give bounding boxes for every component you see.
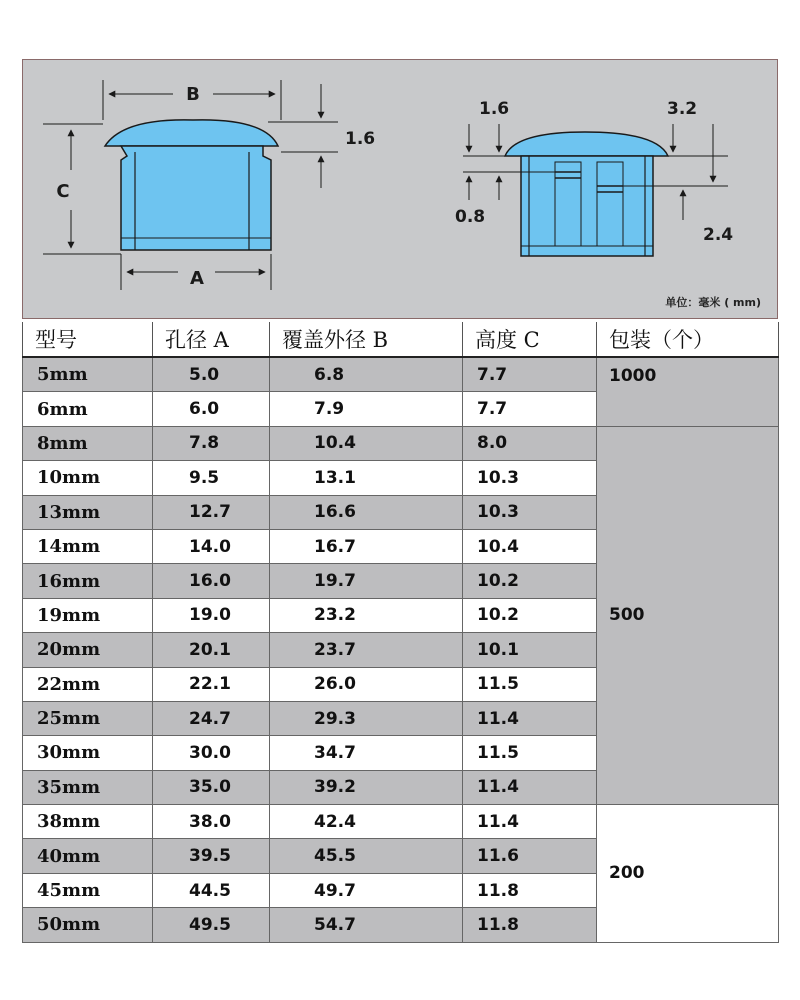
- height-c-cell: 11.6: [463, 839, 597, 873]
- header-cover-b: 覆盖外径 B: [270, 322, 463, 357]
- hole-a-cell: 38.0: [153, 805, 270, 839]
- model-cell: 16mm: [23, 564, 153, 598]
- cover-b-cell: 49.7: [270, 873, 463, 907]
- height-c-cell: 11.8: [463, 908, 597, 942]
- model-cell: 38mm: [23, 805, 153, 839]
- section-view-drawing: [455, 99, 733, 256]
- cover-b-cell: 19.7: [270, 564, 463, 598]
- packaging-cell: 500: [597, 426, 779, 804]
- table-body: [23, 357, 779, 942]
- height-c-cell: 11.4: [463, 701, 597, 735]
- hole-a-cell: 19.0: [153, 598, 270, 632]
- cover-b-cell: 6.8: [270, 357, 463, 392]
- plug-drawings: [23, 60, 779, 320]
- height-c-cell: 10.1: [463, 633, 597, 667]
- dim-right-top-right: 3.2: [667, 99, 698, 119]
- model-cell: 35mm: [23, 770, 153, 804]
- cover-b-cell: 16.7: [270, 529, 463, 563]
- model-cell: 14mm: [23, 529, 153, 563]
- header-height-c: 高度 C: [463, 322, 597, 357]
- dim-c-label: C: [56, 181, 70, 202]
- hole-a-cell: 24.7: [153, 701, 270, 735]
- hole-a-cell: 5.0: [153, 357, 270, 392]
- model-cell: 10mm: [23, 461, 153, 495]
- height-c-cell: 10.3: [463, 495, 597, 529]
- hole-a-cell: 14.0: [153, 529, 270, 563]
- model-cell: 45mm: [23, 873, 153, 907]
- height-c-cell: 11.5: [463, 736, 597, 770]
- hole-a-cell: 49.5: [153, 908, 270, 942]
- table-header-row: [23, 322, 779, 357]
- height-c-cell: 11.5: [463, 667, 597, 701]
- cover-b-cell: 45.5: [270, 839, 463, 873]
- header-model: 型号: [23, 322, 153, 357]
- height-c-cell: 10.2: [463, 598, 597, 632]
- cover-b-cell: 39.2: [270, 770, 463, 804]
- cover-b-cell: 23.7: [270, 633, 463, 667]
- height-c-cell: 10.2: [463, 564, 597, 598]
- height-c-cell: 11.8: [463, 873, 597, 907]
- hole-a-cell: 35.0: [153, 770, 270, 804]
- header-hole-a: 孔径 A: [153, 322, 270, 357]
- dim-right-mid-right: 2.4: [703, 225, 734, 245]
- packaging-cell: 1000: [597, 357, 779, 426]
- model-cell: 19mm: [23, 598, 153, 632]
- hole-a-cell: 6.0: [153, 392, 270, 426]
- dim-right-mid-left: 0.8: [455, 207, 486, 227]
- model-cell: 5mm: [23, 357, 153, 392]
- cover-b-cell: 23.2: [270, 598, 463, 632]
- height-c-cell: 7.7: [463, 357, 597, 392]
- model-cell: 13mm: [23, 495, 153, 529]
- model-cell: 20mm: [23, 633, 153, 667]
- cover-b-cell: 34.7: [270, 736, 463, 770]
- table-row: [23, 357, 779, 392]
- hole-a-cell: 7.8: [153, 426, 270, 460]
- model-cell: 50mm: [23, 908, 153, 942]
- dim-b-label: B: [186, 84, 200, 105]
- table-row: [23, 426, 779, 460]
- hole-a-cell: 39.5: [153, 839, 270, 873]
- spec-table: [22, 322, 779, 943]
- model-cell: 30mm: [23, 736, 153, 770]
- packaging-cell: 200: [597, 805, 779, 943]
- height-c-cell: 8.0: [463, 426, 597, 460]
- cover-b-cell: 54.7: [270, 908, 463, 942]
- hole-a-cell: 12.7: [153, 495, 270, 529]
- height-c-cell: 11.4: [463, 770, 597, 804]
- cover-b-cell: 26.0: [270, 667, 463, 701]
- dim-right-top-left: 1.6: [479, 99, 510, 119]
- hole-a-cell: 30.0: [153, 736, 270, 770]
- cover-b-cell: 16.6: [270, 495, 463, 529]
- model-cell: 40mm: [23, 839, 153, 873]
- cover-b-cell: 42.4: [270, 805, 463, 839]
- dim-a-label: A: [190, 268, 204, 289]
- model-cell: 25mm: [23, 701, 153, 735]
- hole-a-cell: 9.5: [153, 461, 270, 495]
- height-c-cell: 11.4: [463, 805, 597, 839]
- dim-cap-label: 1.6: [345, 129, 376, 149]
- height-c-cell: 10.4: [463, 529, 597, 563]
- cover-b-cell: 13.1: [270, 461, 463, 495]
- dimension-diagram: [22, 59, 778, 319]
- cover-b-cell: 10.4: [270, 426, 463, 460]
- cover-b-cell: 7.9: [270, 392, 463, 426]
- height-c-cell: 7.7: [463, 392, 597, 426]
- side-view-drawing: [43, 80, 375, 290]
- height-c-cell: 10.3: [463, 461, 597, 495]
- hole-a-cell: 20.1: [153, 633, 270, 667]
- model-cell: 22mm: [23, 667, 153, 701]
- hole-a-cell: 22.1: [153, 667, 270, 701]
- hole-a-cell: 16.0: [153, 564, 270, 598]
- hole-a-cell: 44.5: [153, 873, 270, 907]
- table-row: [23, 805, 779, 839]
- cover-b-cell: 29.3: [270, 701, 463, 735]
- header-packaging: 包装（个）: [597, 322, 779, 357]
- model-cell: 8mm: [23, 426, 153, 460]
- unit-note: 单位：毫米 ( mm): [665, 296, 761, 309]
- model-cell: 6mm: [23, 392, 153, 426]
